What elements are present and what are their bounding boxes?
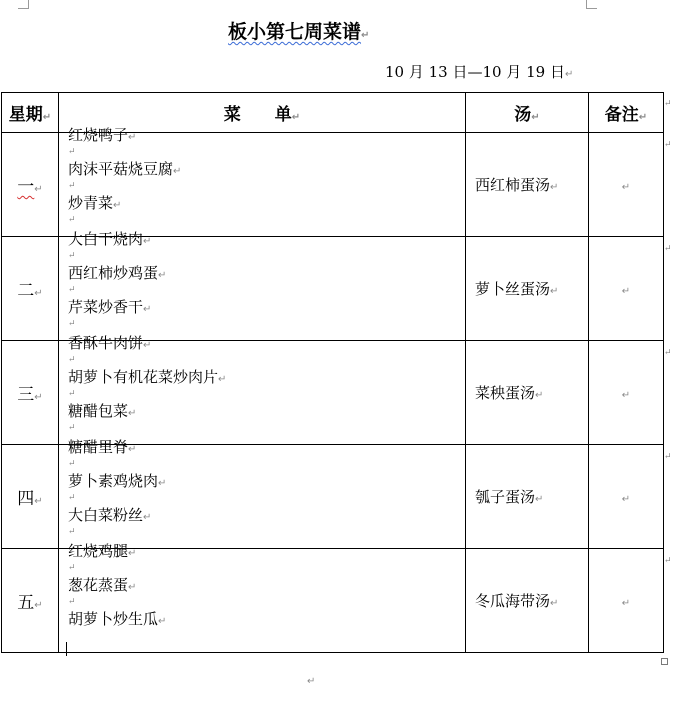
soup-cell[interactable]: 西红柿蛋汤↵ bbox=[466, 133, 589, 237]
notes-cell[interactable]: ↵ bbox=[589, 237, 664, 341]
dish-item: 胡萝卜炒生瓜 bbox=[68, 610, 159, 628]
paragraph-mark-icon: ↵ bbox=[291, 112, 301, 123]
text-cursor bbox=[66, 642, 67, 656]
dish-item: 胡萝卜有机花菜炒肉片 bbox=[68, 368, 219, 386]
soup-cell[interactable]: 冬瓜海带汤↵ bbox=[466, 549, 589, 653]
notes-cell[interactable]: ↵ bbox=[589, 133, 664, 237]
dishes-cell[interactable]: 大白干烧肉↵ ↵ 西红柿炒鸡蛋↵ ↵ 芹菜炒香干↵ ↵ bbox=[59, 237, 466, 341]
notes-cell[interactable]: ↵ bbox=[589, 549, 664, 653]
row-end-mark-icon: ↵ bbox=[664, 348, 672, 358]
header-day[interactable]: 星期↵ bbox=[2, 93, 59, 133]
row-end-mark-icon: ↵ bbox=[664, 452, 672, 462]
day-cell[interactable]: 二↵ bbox=[2, 237, 59, 341]
table-row bbox=[2, 341, 664, 445]
dish-item: 葱花蒸蛋 bbox=[68, 576, 129, 594]
dish-item: 糖醋里脊 bbox=[68, 438, 129, 456]
day-cell[interactable]: 五↵ bbox=[2, 549, 59, 653]
dishes-cell[interactable]: 糖醋里脊↵ ↵ 萝卜素鸡烧肉↵ ↵ 大白菜粉丝↵ ↵ bbox=[59, 445, 466, 549]
document-title[interactable] bbox=[228, 17, 369, 44]
row-end-mark-icon: ↵ bbox=[664, 556, 672, 566]
header-notes[interactable]: 备注↵ bbox=[589, 93, 664, 133]
header-soup[interactable]: 汤↵ bbox=[466, 93, 589, 133]
title-text[interactable]: 板小第七周菜谱 bbox=[228, 21, 362, 43]
dish-item: 红烧鸡腿 bbox=[68, 542, 129, 560]
table-row bbox=[2, 133, 664, 237]
page-corner-mark-left bbox=[18, 0, 29, 9]
paragraph-mark-icon: ↵ bbox=[34, 184, 43, 195]
page-corner-mark-right bbox=[586, 0, 597, 9]
dishes-cell[interactable]: 红烧鸭子↵ ↵ 肉沫平菇烧豆腐↵ ↵ 炒青菜↵ ↵ bbox=[59, 133, 466, 237]
paragraph-mark-icon: ↵ bbox=[361, 30, 370, 41]
paragraph-mark-icon: ↵ bbox=[531, 112, 540, 123]
notes-cell[interactable]: ↵ bbox=[589, 445, 664, 549]
day-cell[interactable]: 四↵ bbox=[2, 445, 59, 549]
date-range[interactable] bbox=[385, 61, 573, 82]
dish-item: 大白干烧肉 bbox=[68, 230, 144, 248]
dishes-cell[interactable]: 香酥牛肉饼↵ ↵ 胡萝卜有机花菜炒肉片↵ ↵ 糖醋包菜↵ ↵ bbox=[59, 341, 466, 445]
dish-item: 大白菜粉丝 bbox=[68, 506, 144, 524]
dish-item: 芹菜炒香干 bbox=[68, 298, 144, 316]
table-row bbox=[2, 237, 664, 341]
dish-item: 肉沫平菇烧豆腐 bbox=[68, 160, 174, 178]
day-cell[interactable]: 三↵ bbox=[2, 341, 59, 445]
notes-cell[interactable]: ↵ bbox=[589, 341, 664, 445]
dish-item: 香酥牛肉饼 bbox=[68, 334, 144, 352]
soup-cell[interactable]: 萝卜丝蛋汤↵ bbox=[466, 237, 589, 341]
paragraph-mark-icon: ↵ bbox=[564, 69, 574, 80]
paragraph-mark-icon: ↵ bbox=[42, 112, 52, 123]
soup-cell[interactable]: 瓠子蛋汤↵ bbox=[466, 445, 589, 549]
menu-table[interactable] bbox=[1, 92, 664, 653]
dish-item: 西红柿炒鸡蛋 bbox=[68, 264, 159, 282]
paragraph-mark-icon: ↵ bbox=[638, 112, 648, 123]
table-row bbox=[2, 445, 664, 549]
row-end-mark-icon: ↵ bbox=[664, 99, 672, 109]
row-end-mark-icon: ↵ bbox=[664, 244, 672, 254]
header-menu[interactable]: 菜 单↵ bbox=[59, 93, 466, 133]
table-row bbox=[2, 549, 664, 653]
table-resize-handle[interactable] bbox=[661, 658, 668, 665]
dish-item: 糖醋包菜 bbox=[68, 402, 129, 420]
dishes-cell[interactable]: 红烧鸡腿↵ ↵ 葱花蒸蛋↵ ↵ 胡萝卜炒生瓜↵ bbox=[59, 549, 466, 653]
date-range-text[interactable]: 10 月 13 日—10 月 19 日 bbox=[385, 63, 565, 81]
row-end-mark-icon: ↵ bbox=[664, 140, 672, 150]
dish-item: 炒青菜 bbox=[68, 194, 114, 212]
soup-cell[interactable]: 菜秧蛋汤↵ bbox=[466, 341, 589, 445]
day-cell[interactable]: 一↵ bbox=[2, 133, 59, 237]
paragraph-mark-icon: ↵ bbox=[307, 676, 316, 687]
dish-item: 萝卜素鸡烧肉 bbox=[68, 472, 159, 490]
dish-item: 红烧鸭子 bbox=[68, 126, 129, 144]
